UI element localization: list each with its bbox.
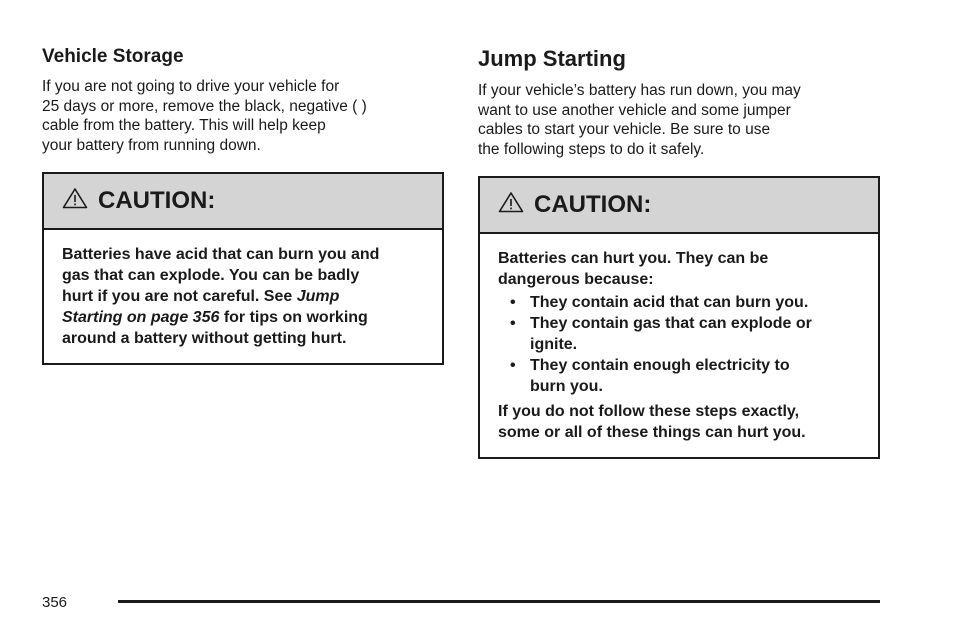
caution-outro [498,401,860,443]
list-item-line: They contain enough electricity to [530,357,790,374]
paragraph-line: If you are not going to drive your vehicle for [42,78,340,95]
caution-line [62,286,424,307]
paragraph-line: your battery from running down. [42,136,261,154]
section-heading-vehicle-storage: Vehicle Storage [42,46,184,67]
list-item [498,313,860,355]
caution-intro [498,248,860,290]
section-heading-jump-starting: Jump Starting [478,46,626,71]
hazard-list [498,292,860,397]
caution-line [62,307,424,328]
caution-line: around a battery without getting hurt. [62,330,347,347]
jump-starting-paragraph [478,81,880,159]
bullet-icon: • [510,315,516,332]
page-reference-link[interactable]: Starting on page 356 [62,309,220,326]
list-item-line: ignite. [530,336,578,353]
warning-triangle-icon [62,187,98,216]
footer-divider [118,600,880,603]
list-item [498,355,860,397]
paragraph-line: cables to start your vehicle. Be sure to use [478,121,771,138]
caution-box-battery-hazards [478,176,880,459]
paragraph-line: want to use another vehicle and some jumper [478,101,791,119]
caution-line-text: for tips on working [219,309,368,326]
caution-line: gas that can explode. You can be badly [62,267,360,284]
paragraph-line: cable from the battery. This will help keep [42,117,326,134]
right-column [478,45,880,459]
bullet-icon: • [510,294,516,311]
caution-text [62,244,424,349]
paragraph-line: If your vehicle’s battery has run down, you may [478,82,801,99]
list-item-line: They contain acid that can burn you. [530,294,809,311]
caution-body [480,234,878,457]
caution-body [44,230,442,363]
caution-line: Batteries can hurt you. They can be [498,250,769,267]
caution-line: Batteries have acid that can burn you and [62,246,380,263]
page-number: 356 [42,594,68,611]
list-item-line: They contain gas that can explode or [530,315,812,332]
left-column [42,45,444,365]
warning-triangle-icon [498,191,534,220]
caution-line: dangerous because: [498,271,654,288]
caution-header [44,174,442,230]
list-item [498,292,860,313]
caution-line-text: hurt if you are not careful. See [62,288,297,305]
caution-line: If you do not follow these steps exactly, [498,403,800,420]
caution-box-battery-acid [42,172,444,365]
bullet-icon: • [510,357,516,374]
caution-line: some or all of these things can hurt you. [498,424,806,441]
vehicle-storage-paragraph [42,77,444,155]
paragraph-line: the following steps to do it safely. [478,140,705,158]
caution-header [480,178,878,234]
list-item-line: burn you. [530,378,603,395]
caution-title: CAUTION: [534,191,652,218]
page-reference-link[interactable]: Jump [296,288,340,305]
caution-title: CAUTION: [98,187,216,214]
paragraph-line: 25 days or more, remove the black, negative ( ) [42,97,367,115]
